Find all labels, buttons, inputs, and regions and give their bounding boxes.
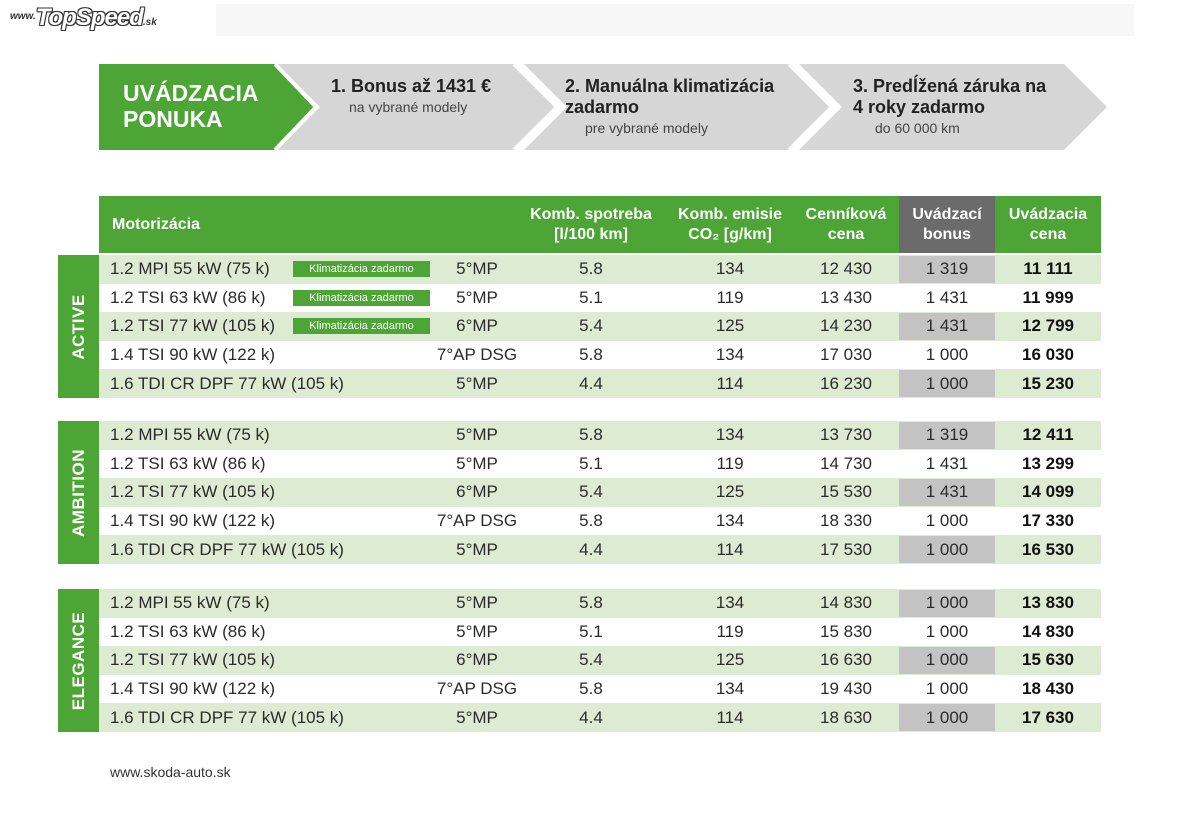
gearbox-cell: 6°MP [456,482,498,502]
logo-prefix: www. [10,11,36,22]
price-cell: 14 830 [1022,621,1074,641]
gearbox-cell: 7°AP DSG [436,679,518,699]
list-price-cell: 17 530 [820,539,872,559]
free-ac-badge: Klimatizácia zadarmo [293,318,430,334]
co2-cell: 134 [715,345,745,365]
price-cell: 15 630 [1022,650,1074,670]
co2-cell: 134 [715,259,745,279]
engine-cell: 1.4 TSI 90 kW (122 k) [110,511,276,531]
table-header [99,196,1101,253]
co2-cell: 119 [716,621,744,641]
trim-group-elegance [58,589,1101,732]
bonus-cell: 1 431 [925,482,969,502]
table-row [99,589,1101,618]
co2-cell: 119 [716,453,744,473]
price-cell: 16 030 [1022,345,1074,365]
gearbox-cell: 5°MP [456,373,498,393]
gearbox-cell: 5°MP [456,453,498,473]
list-price-cell: 18 330 [820,511,872,531]
consumption-cell: 5.8 [579,679,603,699]
gearbox-cell: 5°MP [456,287,498,307]
trim-label [58,421,99,564]
co2-cell: 114 [716,539,744,559]
engine-cell: 1.6 TDI CR DPF 77 kW (105 k) [110,707,344,727]
trim-group-active [58,255,1101,398]
consumption-cell: 5.8 [579,425,603,445]
list-price-cell: 18 630 [820,707,872,727]
price-cell: 18 430 [1022,679,1074,699]
header-consumption: Komb. spotreba [l/100 km] [530,205,652,243]
list-price-cell: 17 030 [820,345,872,365]
trim-label-text: ELEGANCE [68,611,88,710]
consumption-cell: 4.4 [579,539,603,559]
price-cell: 15 230 [1022,373,1074,393]
list-price-cell: 15 830 [820,621,872,641]
topspeed-logo[interactable] [10,4,157,32]
gearbox-cell: 5°MP [456,621,498,641]
banner-step-1 [331,76,511,117]
footer-url[interactable]: www.skoda-auto.sk [110,764,231,780]
gearbox-cell: 7°AP DSG [436,345,518,365]
engine-cell: 1.6 TDI CR DPF 77 kW (105 k) [110,539,344,559]
gearbox-cell: 5°MP [456,425,498,445]
consumption-cell: 4.4 [579,373,603,393]
table-row [99,341,1101,370]
engine-cell: 1.2 TSI 63 kW (86 k) [110,287,266,307]
price-cell: 17 630 [1022,707,1074,727]
list-price-cell: 14 830 [820,593,872,613]
table-row [99,703,1101,732]
engine-cell: 1.6 TDI CR DPF 77 kW (105 k) [110,373,344,393]
engine-cell: 1.2 TSI 63 kW (86 k) [110,621,266,641]
logo-main: TopSpeed [35,4,143,31]
gearbox-cell: 5°MP [456,539,498,559]
bonus-cell: 1 000 [925,373,969,393]
bonus-cell: 1 431 [925,287,969,307]
gearbox-cell: 6°MP [456,650,498,670]
list-price-cell: 15 530 [820,482,872,502]
engine-cell: 1.2 MPI 55 kW (75 k) [110,593,270,613]
consumption-cell: 5.1 [579,287,603,307]
co2-cell: 134 [715,679,745,699]
consumption-cell: 5.4 [579,316,603,336]
bonus-cell: 1 319 [925,259,969,279]
trim-label [58,255,99,398]
header-engine: Motorizácia [112,215,201,233]
consumption-cell: 5.1 [579,621,603,641]
table-row [99,478,1101,507]
co2-cell: 134 [715,425,745,445]
bonus-cell: 1 000 [925,345,969,365]
header-co2: Komb. emisie CO₂ [g/km] [677,205,783,243]
list-price-cell: 16 230 [820,373,872,393]
co2-cell: 119 [716,287,744,307]
table-row [99,312,1101,341]
engine-cell: 1.2 TSI 77 kW (105 k) [110,482,276,502]
banner-step-2 [565,76,805,138]
co2-cell: 134 [715,593,745,613]
price-cell: 17 330 [1022,511,1074,531]
consumption-cell: 5.4 [579,650,603,670]
bonus-cell: 1 000 [925,707,969,727]
trim-label [58,589,99,732]
step-3-sub: do 60 000 km [875,120,960,136]
price-cell: 13 299 [1022,453,1074,473]
co2-cell: 134 [715,511,745,531]
gearbox-cell: 5°MP [456,707,498,727]
table-row [99,255,1101,284]
list-price-cell: 13 430 [820,287,872,307]
list-price-cell: 16 630 [820,650,872,670]
table-row [99,450,1101,479]
list-price-cell: 19 430 [820,679,872,699]
price-cell: 11 111 [1023,259,1073,279]
consumption-cell: 4.4 [579,707,603,727]
banner-title: UVÁDZACIA PONUKA [123,80,258,132]
free-ac-badge: Klimatizácia zadarmo [293,290,430,306]
price-cell: 12 411 [1022,425,1074,445]
table-row [99,284,1101,313]
consumption-cell: 5.8 [579,259,603,279]
price-cell: 16 530 [1022,539,1074,559]
step-2-sub: pre vybrané modely [585,120,708,136]
co2-cell: 114 [716,707,744,727]
bonus-cell: 1 431 [925,453,969,473]
table-row [99,369,1101,398]
engine-cell: 1.4 TSI 90 kW (122 k) [110,345,276,365]
engine-cell: 1.2 MPI 55 kW (75 k) [110,425,270,445]
step-1-heading: 1. Bonus až 1431 € [331,76,492,96]
consumption-cell: 5.4 [579,482,603,502]
header-bonus: Uvádzací bonus [899,196,995,253]
table-row [99,507,1101,536]
logo-suffix: .sk [142,17,157,28]
free-ac-badge: Klimatizácia zadarmo [293,261,430,277]
trim-label-text: AMBITION [68,448,88,537]
consumption-cell: 5.8 [579,345,603,365]
bonus-cell: 1 000 [925,650,969,670]
consumption-cell: 5.8 [579,511,603,531]
step-3-heading: 3. Predĺžená záruka na 4 roky zadarmo [853,76,1047,117]
trim-label-text: ACTIVE [68,293,88,360]
top-banner-placeholder [216,4,1134,36]
bonus-cell: 1 000 [925,621,969,641]
engine-cell: 1.2 TSI 77 kW (105 k) [110,316,276,336]
list-price-cell: 12 430 [820,259,872,279]
gearbox-cell: 6°MP [456,316,498,336]
list-price-cell: 14 230 [820,316,872,336]
gearbox-cell: 5°MP [456,259,498,279]
bonus-cell: 1 000 [925,539,969,559]
step-1-sub: na vybrané modely [349,99,468,115]
bonus-cell: 1 000 [925,593,969,613]
price-cell: 12 799 [1022,316,1074,336]
price-cell: 11 999 [1022,287,1074,307]
gearbox-cell: 5°MP [456,593,498,613]
offer-banner [99,64,1109,150]
bonus-cell: 1 431 [925,316,969,336]
bonus-cell: 1 000 [925,679,969,699]
co2-cell: 125 [715,650,745,670]
engine-cell: 1.2 TSI 63 kW (86 k) [110,453,266,473]
header-price: Uvádzacia cena [1008,205,1088,243]
price-cell: 13 830 [1022,593,1074,613]
price-cell: 14 099 [1022,482,1074,502]
gearbox-cell: 7°AP DSG [436,511,518,531]
step-2-heading: 2. Manuálna klimatizácia zadarmo [565,76,775,117]
consumption-cell: 5.8 [579,593,603,613]
table-row [99,646,1101,675]
header-list-price: Cenníková cena [805,205,887,243]
list-price-cell: 13 730 [820,425,872,445]
table-row [99,618,1101,647]
trim-group-ambition [58,421,1101,564]
co2-cell: 125 [715,316,745,336]
table-row [99,421,1101,450]
list-price-cell: 14 730 [820,453,872,473]
table-row [99,535,1101,564]
co2-cell: 114 [716,373,744,393]
engine-cell: 1.4 TSI 90 kW (122 k) [110,679,276,699]
bonus-cell: 1 000 [925,511,969,531]
table-row [99,675,1101,704]
bonus-cell: 1 319 [925,425,969,445]
co2-cell: 125 [715,482,745,502]
engine-cell: 1.2 TSI 77 kW (105 k) [110,650,276,670]
consumption-cell: 5.1 [579,453,603,473]
banner-step-3 [853,76,1053,138]
engine-cell: 1.2 MPI 55 kW (75 k) [110,259,270,279]
